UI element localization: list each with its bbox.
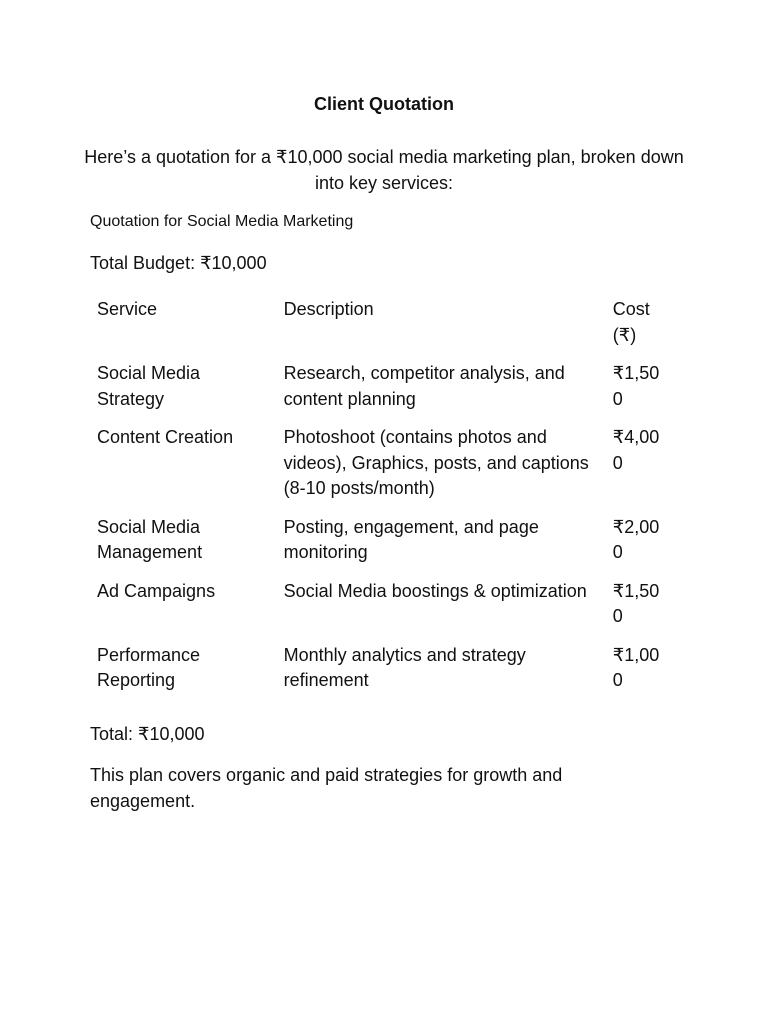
- service-cell: Social Media Management: [97, 516, 203, 562]
- description-cell: Research, competitor analysis, and content planning: [283, 363, 565, 409]
- table-row: [90, 578, 670, 642]
- description-cell: Posting, engagement, and page monitoring: [283, 516, 539, 562]
- cost-cell: ₹2,000: [612, 516, 660, 562]
- cost-cell: ₹4,000: [612, 427, 660, 473]
- total-budget: Total Budget: ₹10,000: [90, 253, 267, 273]
- service-cell: Social Media Strategy: [97, 363, 201, 409]
- service-cell: Performance Reporting: [97, 644, 201, 690]
- cost-cell: ₹1,500: [612, 580, 660, 626]
- table-row: [90, 424, 670, 514]
- service-cell: Ad Campaigns: [97, 580, 216, 601]
- header-service: Service: [97, 299, 158, 319]
- quotation-table: [90, 296, 670, 706]
- table-row: [90, 360, 670, 424]
- header-description: Description: [283, 299, 374, 319]
- grand-total: Total: ₹10,000: [90, 724, 205, 744]
- table-row: [90, 642, 670, 706]
- service-cell: Content Creation: [97, 427, 234, 447]
- header-cost: Cost (₹): [612, 299, 650, 345]
- cost-cell: ₹1,500: [612, 363, 660, 409]
- cost-cell: ₹1,000: [612, 644, 660, 690]
- document-title: Client Quotation: [314, 94, 454, 114]
- description-cell: Social Media boostings & optimization: [283, 580, 587, 601]
- quotation-subheading: Quotation for Social Media Marketing: [90, 213, 354, 230]
- description-cell: Monthly analytics and strategy refinement: [283, 644, 526, 690]
- table-header-row: [90, 296, 670, 360]
- table-row: [90, 514, 670, 578]
- closing-paragraph: This plan covers organic and paid strategies for growth and engagement.: [90, 765, 563, 811]
- intro-paragraph: Here’s a quotation for a ₹10,000 social media marketing plan, broken down into key services:: [84, 147, 684, 193]
- description-cell: Photoshoot (contains photos and videos), Graphics, posts, and captions (8-10 posts/month): [283, 427, 589, 498]
